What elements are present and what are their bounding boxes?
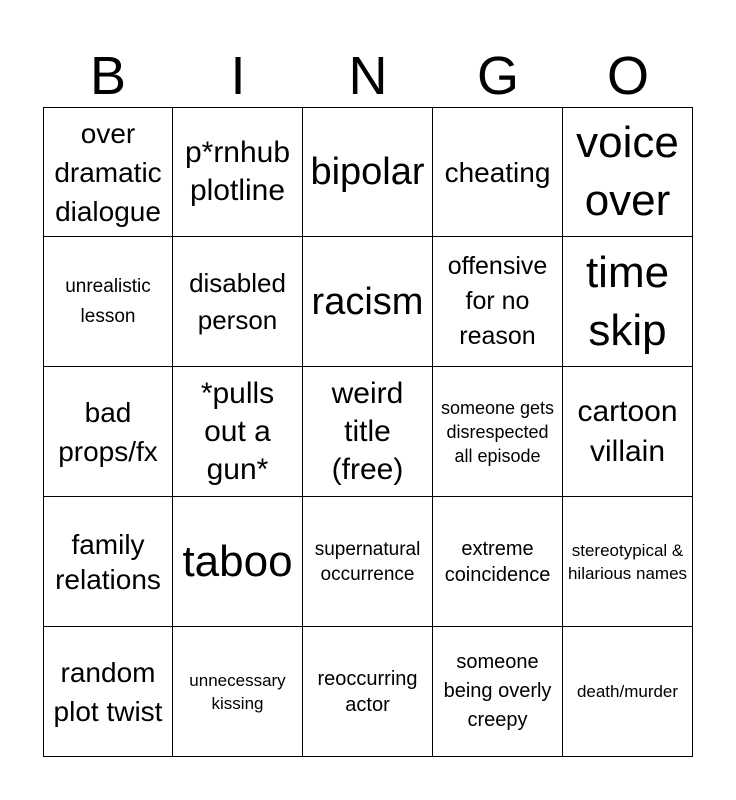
- cell-label: extreme coincidence: [444, 537, 551, 586]
- cell-label: someone being overly creepy: [443, 651, 552, 731]
- header-letter-o: O: [606, 46, 649, 106]
- cell-label: bad props/fx: [58, 396, 158, 467]
- header-letter-n: N: [348, 46, 388, 106]
- cell-label: family relations: [55, 528, 161, 595]
- bingo-cell[interactable]: [303, 237, 433, 367]
- bingo-cell[interactable]: [303, 497, 433, 627]
- bingo-cell[interactable]: [563, 367, 693, 497]
- cell-label: someone gets disrespected all episode: [440, 397, 555, 466]
- cell-label: supernatural occurrence: [314, 538, 421, 585]
- cell-label: cartoon villain: [577, 394, 678, 468]
- cell-label: offensive for no reason: [447, 252, 548, 350]
- bingo-cell[interactable]: [173, 497, 303, 627]
- bingo-cell[interactable]: [433, 237, 563, 367]
- header-letter-b: B: [89, 46, 127, 106]
- bingo-cell[interactable]: [43, 497, 173, 627]
- bingo-cell[interactable]: [173, 627, 303, 757]
- bingo-cell[interactable]: [433, 107, 563, 237]
- cell-label: *pulls out a gun*: [200, 376, 275, 486]
- bingo-cell[interactable]: [173, 237, 303, 367]
- cell-label: reoccurring actor: [317, 667, 418, 716]
- cell-label: bipolar: [310, 151, 425, 193]
- bingo-cell[interactable]: [303, 107, 433, 237]
- cell-label: voice over: [576, 118, 679, 225]
- header-letter-g: G: [476, 46, 519, 106]
- cell-label: p*rnhub plotline: [184, 136, 291, 207]
- cell-label: over dramatic dialogue: [54, 117, 162, 227]
- bingo-cell[interactable]: [563, 237, 693, 367]
- cell-label: disabled person: [189, 267, 286, 335]
- bingo-cell[interactable]: [563, 627, 693, 757]
- cell-label: stereotypical & hilarious names: [567, 540, 688, 583]
- bingo-cell[interactable]: [43, 627, 173, 757]
- cell-label: unrealistic lesson: [65, 275, 151, 327]
- cell-label: racism: [311, 280, 424, 323]
- bingo-cell[interactable]: [433, 367, 563, 497]
- bingo-cell[interactable]: [563, 497, 693, 627]
- bingo-cell[interactable]: [433, 497, 563, 627]
- header-letter-i: I: [230, 46, 246, 106]
- cell-label: random plot twist: [53, 656, 163, 727]
- bingo-cell[interactable]: [563, 107, 693, 237]
- bingo-cell[interactable]: [43, 237, 173, 367]
- bingo-cell[interactable]: [303, 627, 433, 757]
- bingo-header: [43, 45, 693, 107]
- cell-label: time skip: [585, 247, 670, 355]
- bingo-cell[interactable]: [43, 107, 173, 237]
- bingo-cell[interactable]: [173, 107, 303, 237]
- bingo-cell[interactable]: [303, 367, 433, 497]
- cell-label: weird title (free): [331, 376, 404, 486]
- cell-label: taboo: [182, 536, 293, 586]
- bingo-cell[interactable]: [173, 367, 303, 497]
- bingo-board: [43, 107, 693, 757]
- bingo-cell[interactable]: [43, 367, 173, 497]
- cell-label: death/murder: [576, 682, 679, 701]
- bingo-cell[interactable]: [433, 627, 563, 757]
- cell-label: unnecessary kissing: [189, 670, 286, 713]
- cell-label: cheating: [444, 156, 551, 188]
